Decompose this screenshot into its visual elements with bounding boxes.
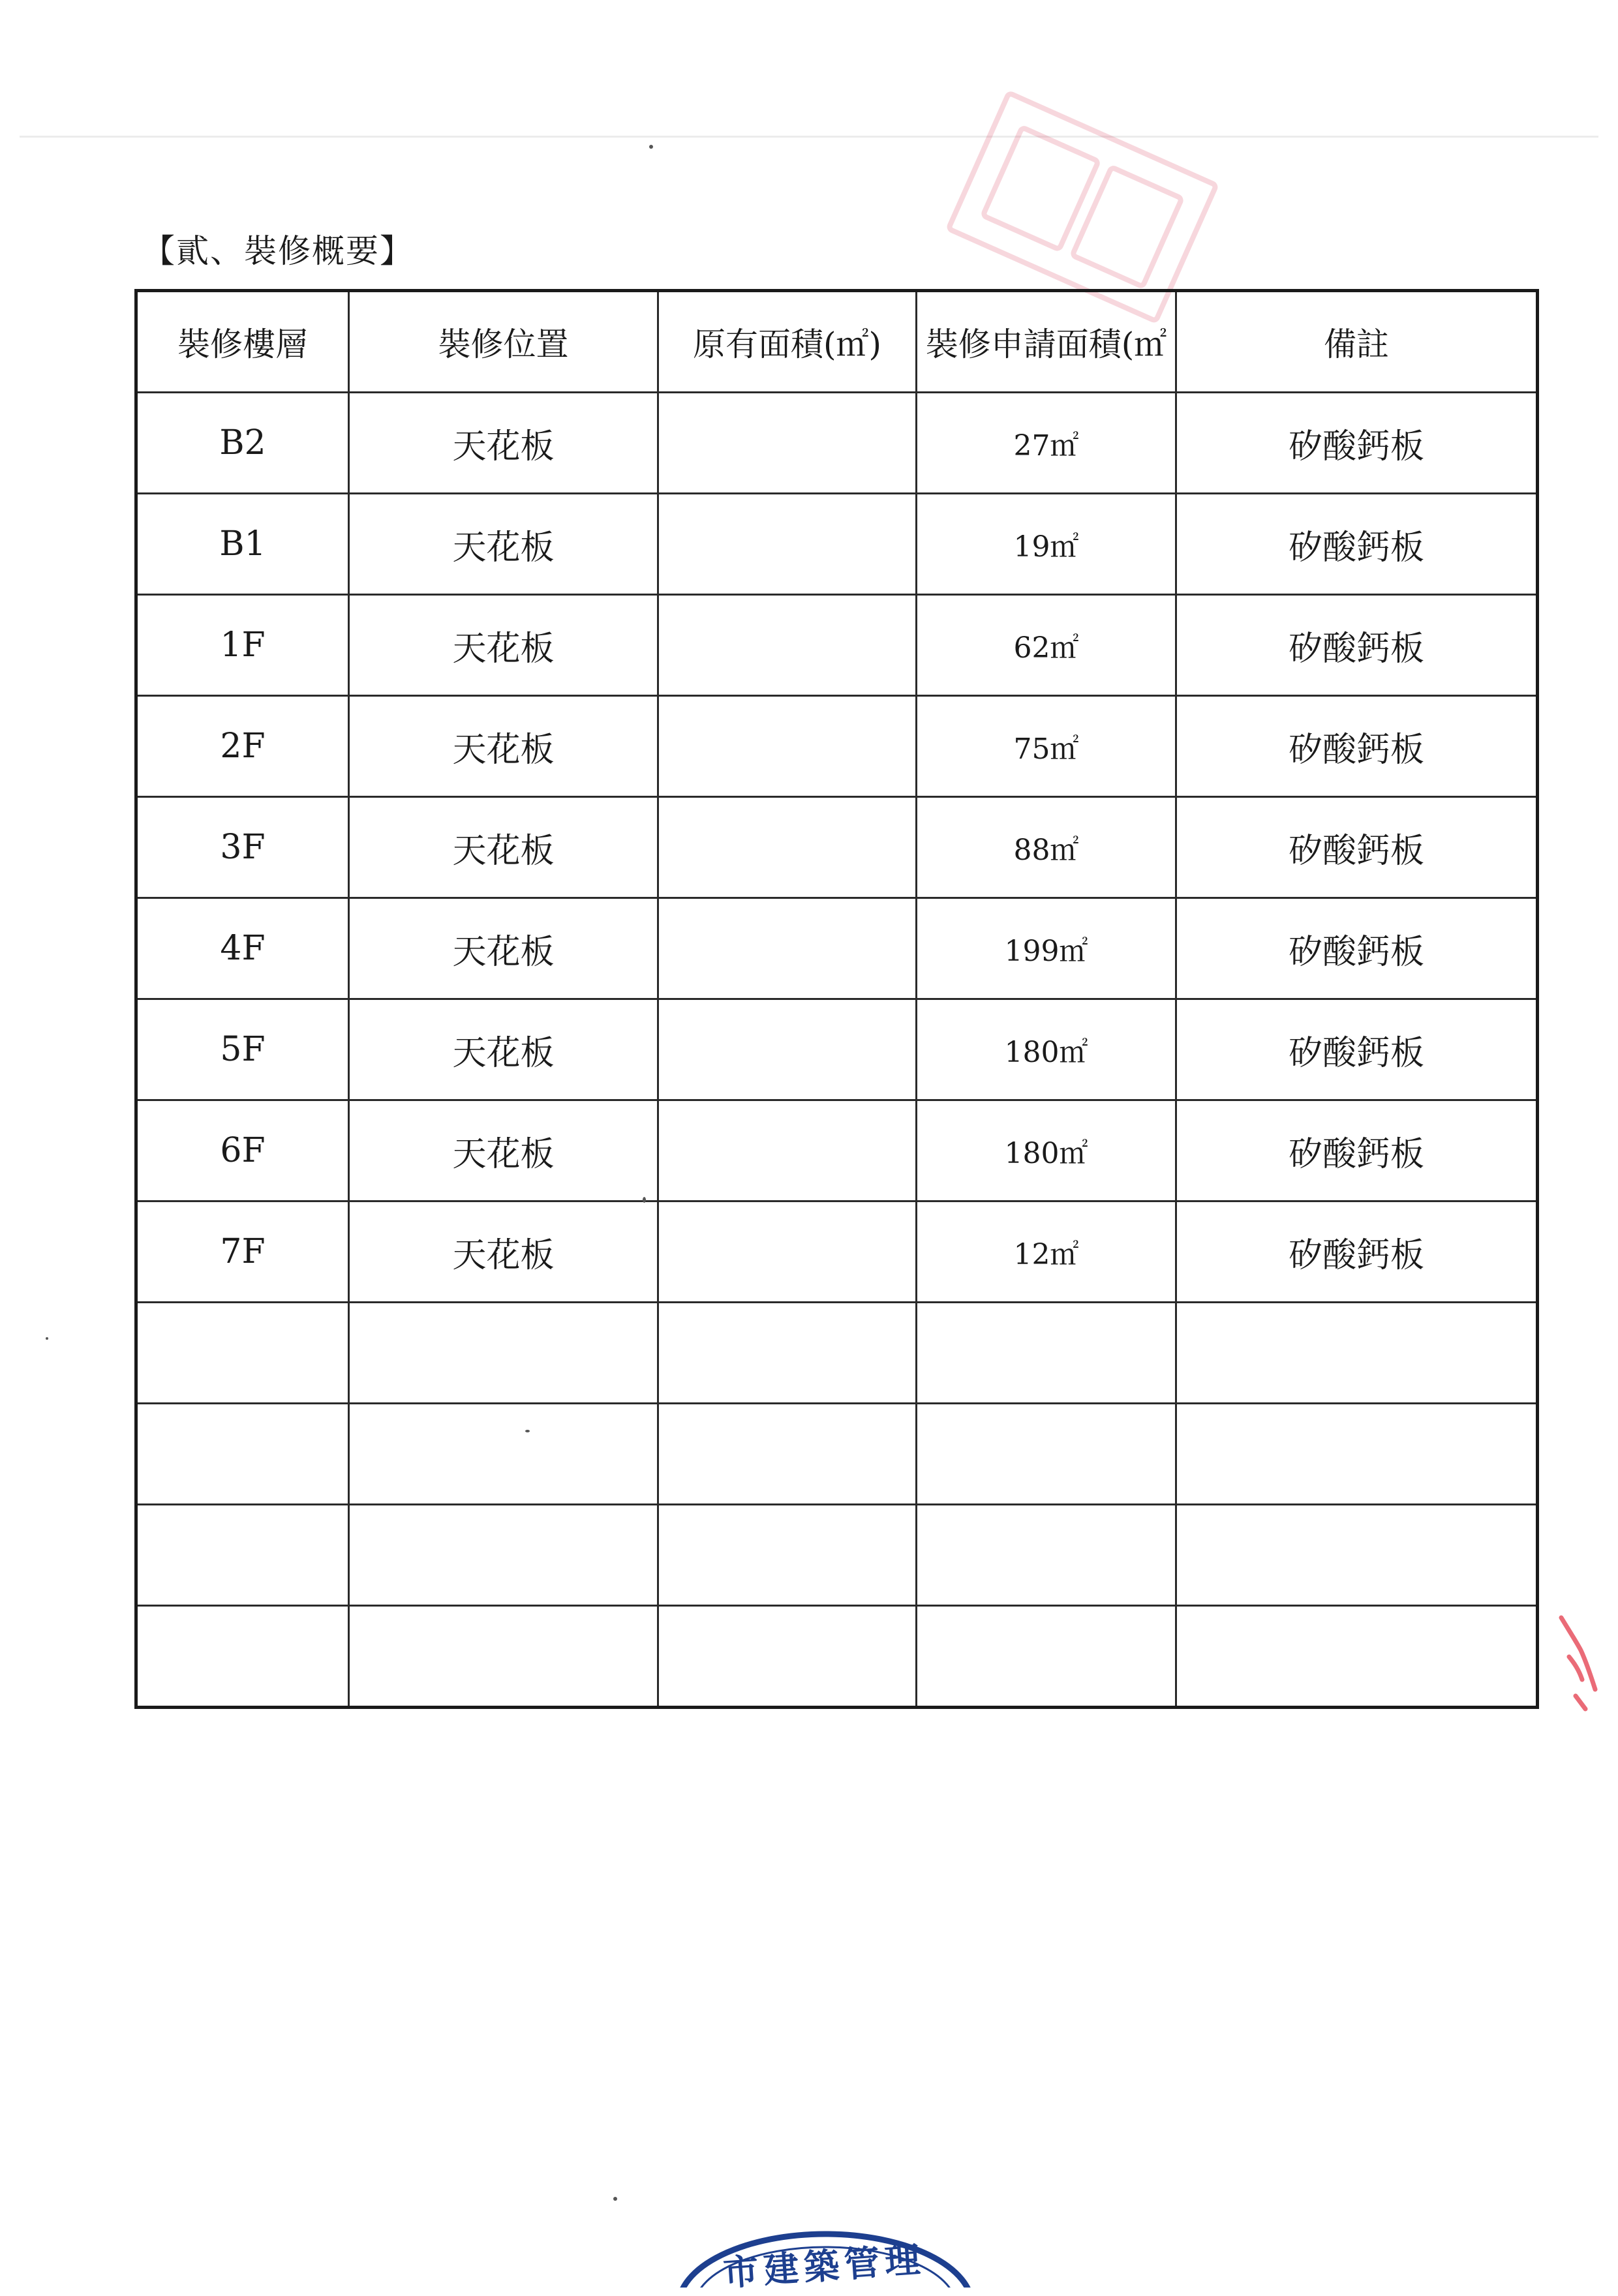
cell-floor: 4F [136,898,349,999]
cell-floor [136,1404,349,1505]
cell-position: 天花板 [349,595,658,696]
cell-applied-area: 88㎡ [917,797,1176,898]
cell-note [1176,1404,1538,1505]
cell-floor: 1F [136,595,349,696]
cell-original-area [658,1303,917,1404]
cell-note [1176,1505,1538,1606]
cell-position [349,1303,658,1404]
cell-position: 天花板 [349,494,658,595]
cell-floor: 2F [136,696,349,797]
cell-position: 天花板 [349,797,658,898]
cell-note [1176,1606,1538,1708]
table-row-empty [136,1404,1538,1505]
cell-note: 矽酸鈣板 [1176,696,1538,797]
cell-floor [136,1505,349,1606]
scan-speck [525,1430,530,1432]
header-floor: 裝修樓層 [136,291,349,393]
table-row [136,1100,1538,1201]
scan-speck [613,2197,617,2201]
table-header-row [136,291,1538,393]
cell-original-area [658,1100,917,1201]
cell-floor [136,1303,349,1404]
cell-floor: 5F [136,999,349,1100]
table-row-empty [136,1505,1538,1606]
section-title: 【貳、裝修概要】 [142,232,414,270]
cell-note: 矽酸鈣板 [1176,1100,1538,1201]
cell-applied-area: 199㎡ [917,898,1176,999]
cell-note: 矽酸鈣板 [1176,898,1538,999]
table-row-empty [136,1606,1538,1708]
scan-edge-line [20,136,1598,138]
cell-floor: B1 [136,494,349,595]
cell-applied-area: 180㎡ [917,999,1176,1100]
cell-applied-area [917,1606,1176,1708]
table-row [136,494,1538,595]
cell-original-area [658,797,917,898]
cell-original-area [658,999,917,1100]
header-applied-area: 裝修申請面積(㎡ [917,291,1176,393]
cell-applied-area: 62㎡ [917,595,1176,696]
table-row [136,797,1538,898]
cell-applied-area: 27㎡ [917,393,1176,494]
cell-original-area [658,696,917,797]
cell-original-area [658,595,917,696]
table-row [136,1201,1538,1303]
cell-floor: 6F [136,1100,349,1201]
cell-position: 天花板 [349,898,658,999]
table-row-empty [136,1303,1538,1404]
cell-note [1176,1303,1538,1404]
cell-floor: B2 [136,393,349,494]
scan-speck [46,1337,48,1340]
cell-position [349,1404,658,1505]
cell-position: 天花板 [349,393,658,494]
cell-applied-area: 180㎡ [917,1100,1176,1201]
header-note: 備註 [1176,291,1538,393]
table-row [136,999,1538,1100]
cell-applied-area [917,1404,1176,1505]
cell-applied-area [917,1505,1176,1606]
red-ink-mark [1556,1611,1602,1715]
cell-position: 天花板 [349,696,658,797]
table-row [136,898,1538,999]
header-position: 裝修位置 [349,291,658,393]
cell-original-area [658,494,917,595]
cell-applied-area: 12㎡ [917,1201,1176,1303]
table-row [136,393,1538,494]
scan-speck [643,1197,646,1203]
cell-original-area [658,1505,917,1606]
table-row [136,696,1538,797]
cell-original-area [658,393,917,494]
cell-note: 矽酸鈣板 [1176,797,1538,898]
cell-position: 天花板 [349,1201,658,1303]
cell-applied-area [917,1303,1176,1404]
cell-note: 矽酸鈣板 [1176,393,1538,494]
cell-position: 天花板 [349,1100,658,1201]
cell-floor: 3F [136,797,349,898]
header-original-area: 原有面積(㎡) [658,291,917,393]
cell-original-area [658,1606,917,1708]
cell-original-area [658,1404,917,1505]
cell-note: 矽酸鈣板 [1176,494,1538,595]
table-row [136,595,1538,696]
renovation-summary-table [134,289,1539,1709]
cell-position: 天花板 [349,999,658,1100]
cell-note: 矽酸鈣板 [1176,595,1538,696]
cell-floor [136,1606,349,1708]
cell-applied-area: 19㎡ [917,494,1176,595]
cell-note: 矽酸鈣板 [1176,999,1538,1100]
cell-applied-area: 75㎡ [917,696,1176,797]
cell-original-area [658,1201,917,1303]
cell-original-area [658,898,917,999]
cell-floor: 7F [136,1201,349,1303]
seal-text: 市建築管理 [722,2238,927,2294]
cell-position [349,1606,658,1708]
scan-speck [649,145,653,149]
cell-note: 矽酸鈣板 [1176,1201,1538,1303]
cell-position [349,1505,658,1606]
